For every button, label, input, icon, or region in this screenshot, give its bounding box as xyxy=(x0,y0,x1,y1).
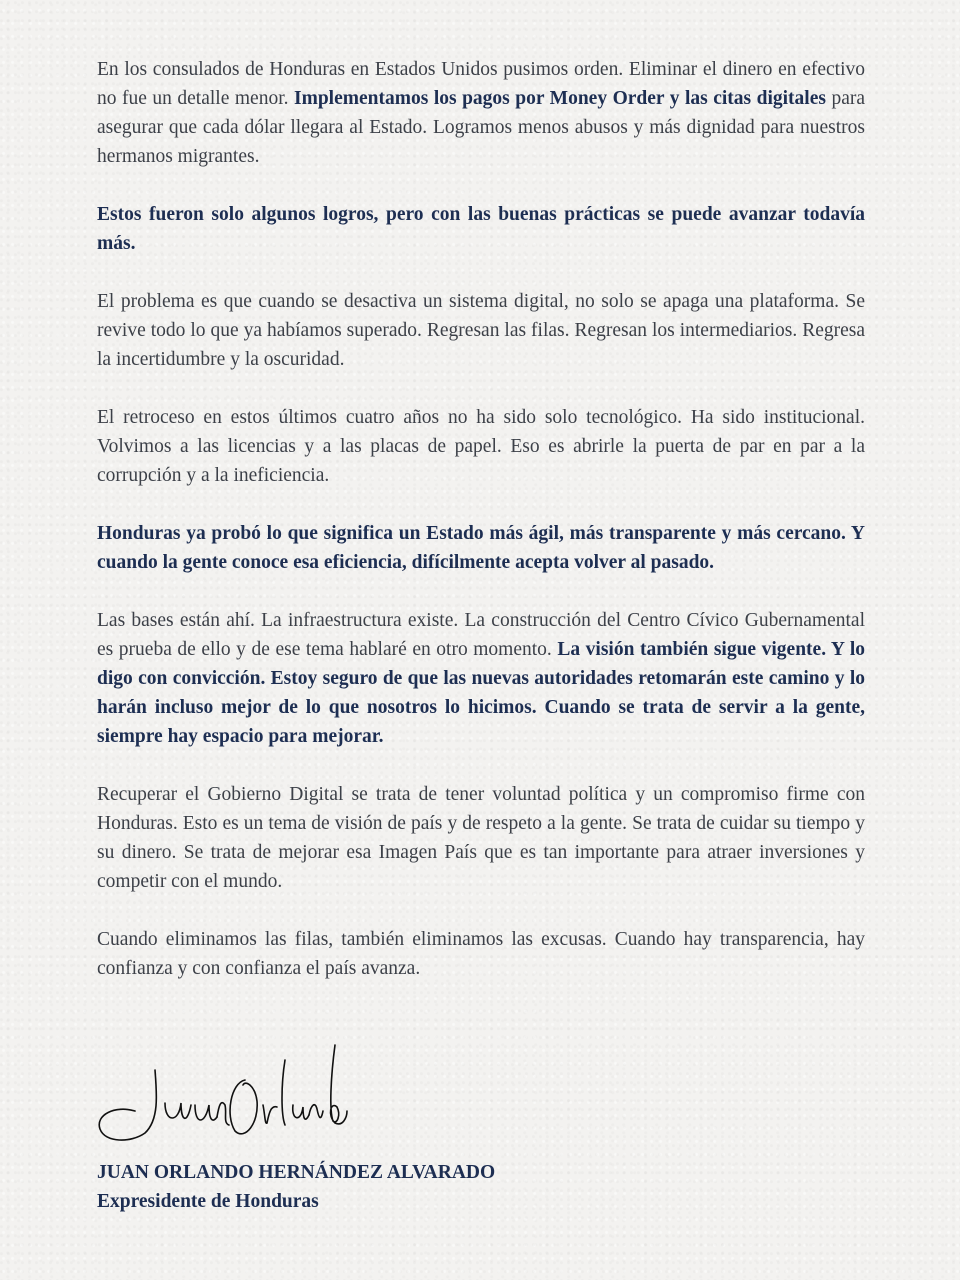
paragraph xyxy=(97,200,865,258)
text: para asegurar que cada dólar llegara al Estado. Logramos menos abusos y más dignidad para nuestros hermanos migrantes. xyxy=(97,88,866,167)
text: En los consulados de Honduras en Estados Unidos pusimos orden. Eliminar el dinero en efectivo no fue un detalle menor. xyxy=(97,59,865,109)
text: Cuando eliminamos las filas, también eliminamos las excusas. Cuando hay transparencia, hay confianza y con confianza el país avanza. xyxy=(97,929,865,979)
paragraph xyxy=(97,403,865,490)
paragraph xyxy=(97,55,865,171)
handwritten-signature xyxy=(95,1025,355,1150)
paragraph xyxy=(97,287,865,374)
signatory-block xyxy=(97,1158,495,1216)
paragraph xyxy=(97,925,865,983)
text: El retroceso en estos últimos cuatro años no ha sido solo tecnológico. Ha sido institucional. Volvimos a las licencias y a las placas de papel. Eso es abrirle la puerta de par en par a la corrupción y a la ineficiencia. xyxy=(97,407,865,486)
bold-text: La visión también sigue vigente. Y lo digo con convicción. Estoy seguro de que las nuevas autoridades retomarán este camino y lo harán incluso mejor de lo que nosotros lo hicimos. Cuando se trata de servir a la gente, siempre hay espacio para mejorar. xyxy=(97,639,865,747)
paragraph xyxy=(97,606,865,751)
text: El problema es que cuando se desactiva un sistema digital, no solo se apaga una plataforma. Se revive todo lo que ya habíamos superado. Regresan las filas. Regresan los intermediarios. Regresa la incertidumbre y la oscuridad. xyxy=(97,291,865,370)
signatory-title: Expresidente de Honduras xyxy=(97,1191,319,1212)
bold-text: Implementamos los pagos por Money Order y las citas digitales xyxy=(294,88,826,109)
letter-body xyxy=(97,55,865,1012)
bold-text: Honduras ya probó lo que significa un Estado más ágil, más transparente y más cercano. Y cuando la gente conoce esa eficiencia, difícilmente acepta volver al pasado. xyxy=(97,523,865,573)
bold-text: Estos fueron solo algunos logros, pero con las buenas prácticas se puede avanzar todavía más. xyxy=(97,204,865,254)
signatory-name: JUAN ORLANDO HERNÁNDEZ ALVARADO xyxy=(97,1162,496,1183)
text: Recuperar el Gobierno Digital se trata de tener voluntad política y un compromiso firme con Honduras. Esto es un tema de visión de país y de respeto a la gente. Se trata de cuidar su tiempo y su dinero. Se trata de mejorar esa Imagen País que es tan importante para atraer inversiones y competir con el mundo. xyxy=(97,784,865,892)
text: Las bases están ahí. La infraestructura existe. La construcción del Centro Cívico Gubernamental es prueba de ello y de ese tema hablaré en otro momento. xyxy=(97,610,865,660)
paragraph xyxy=(97,780,865,896)
paragraph xyxy=(97,519,865,577)
